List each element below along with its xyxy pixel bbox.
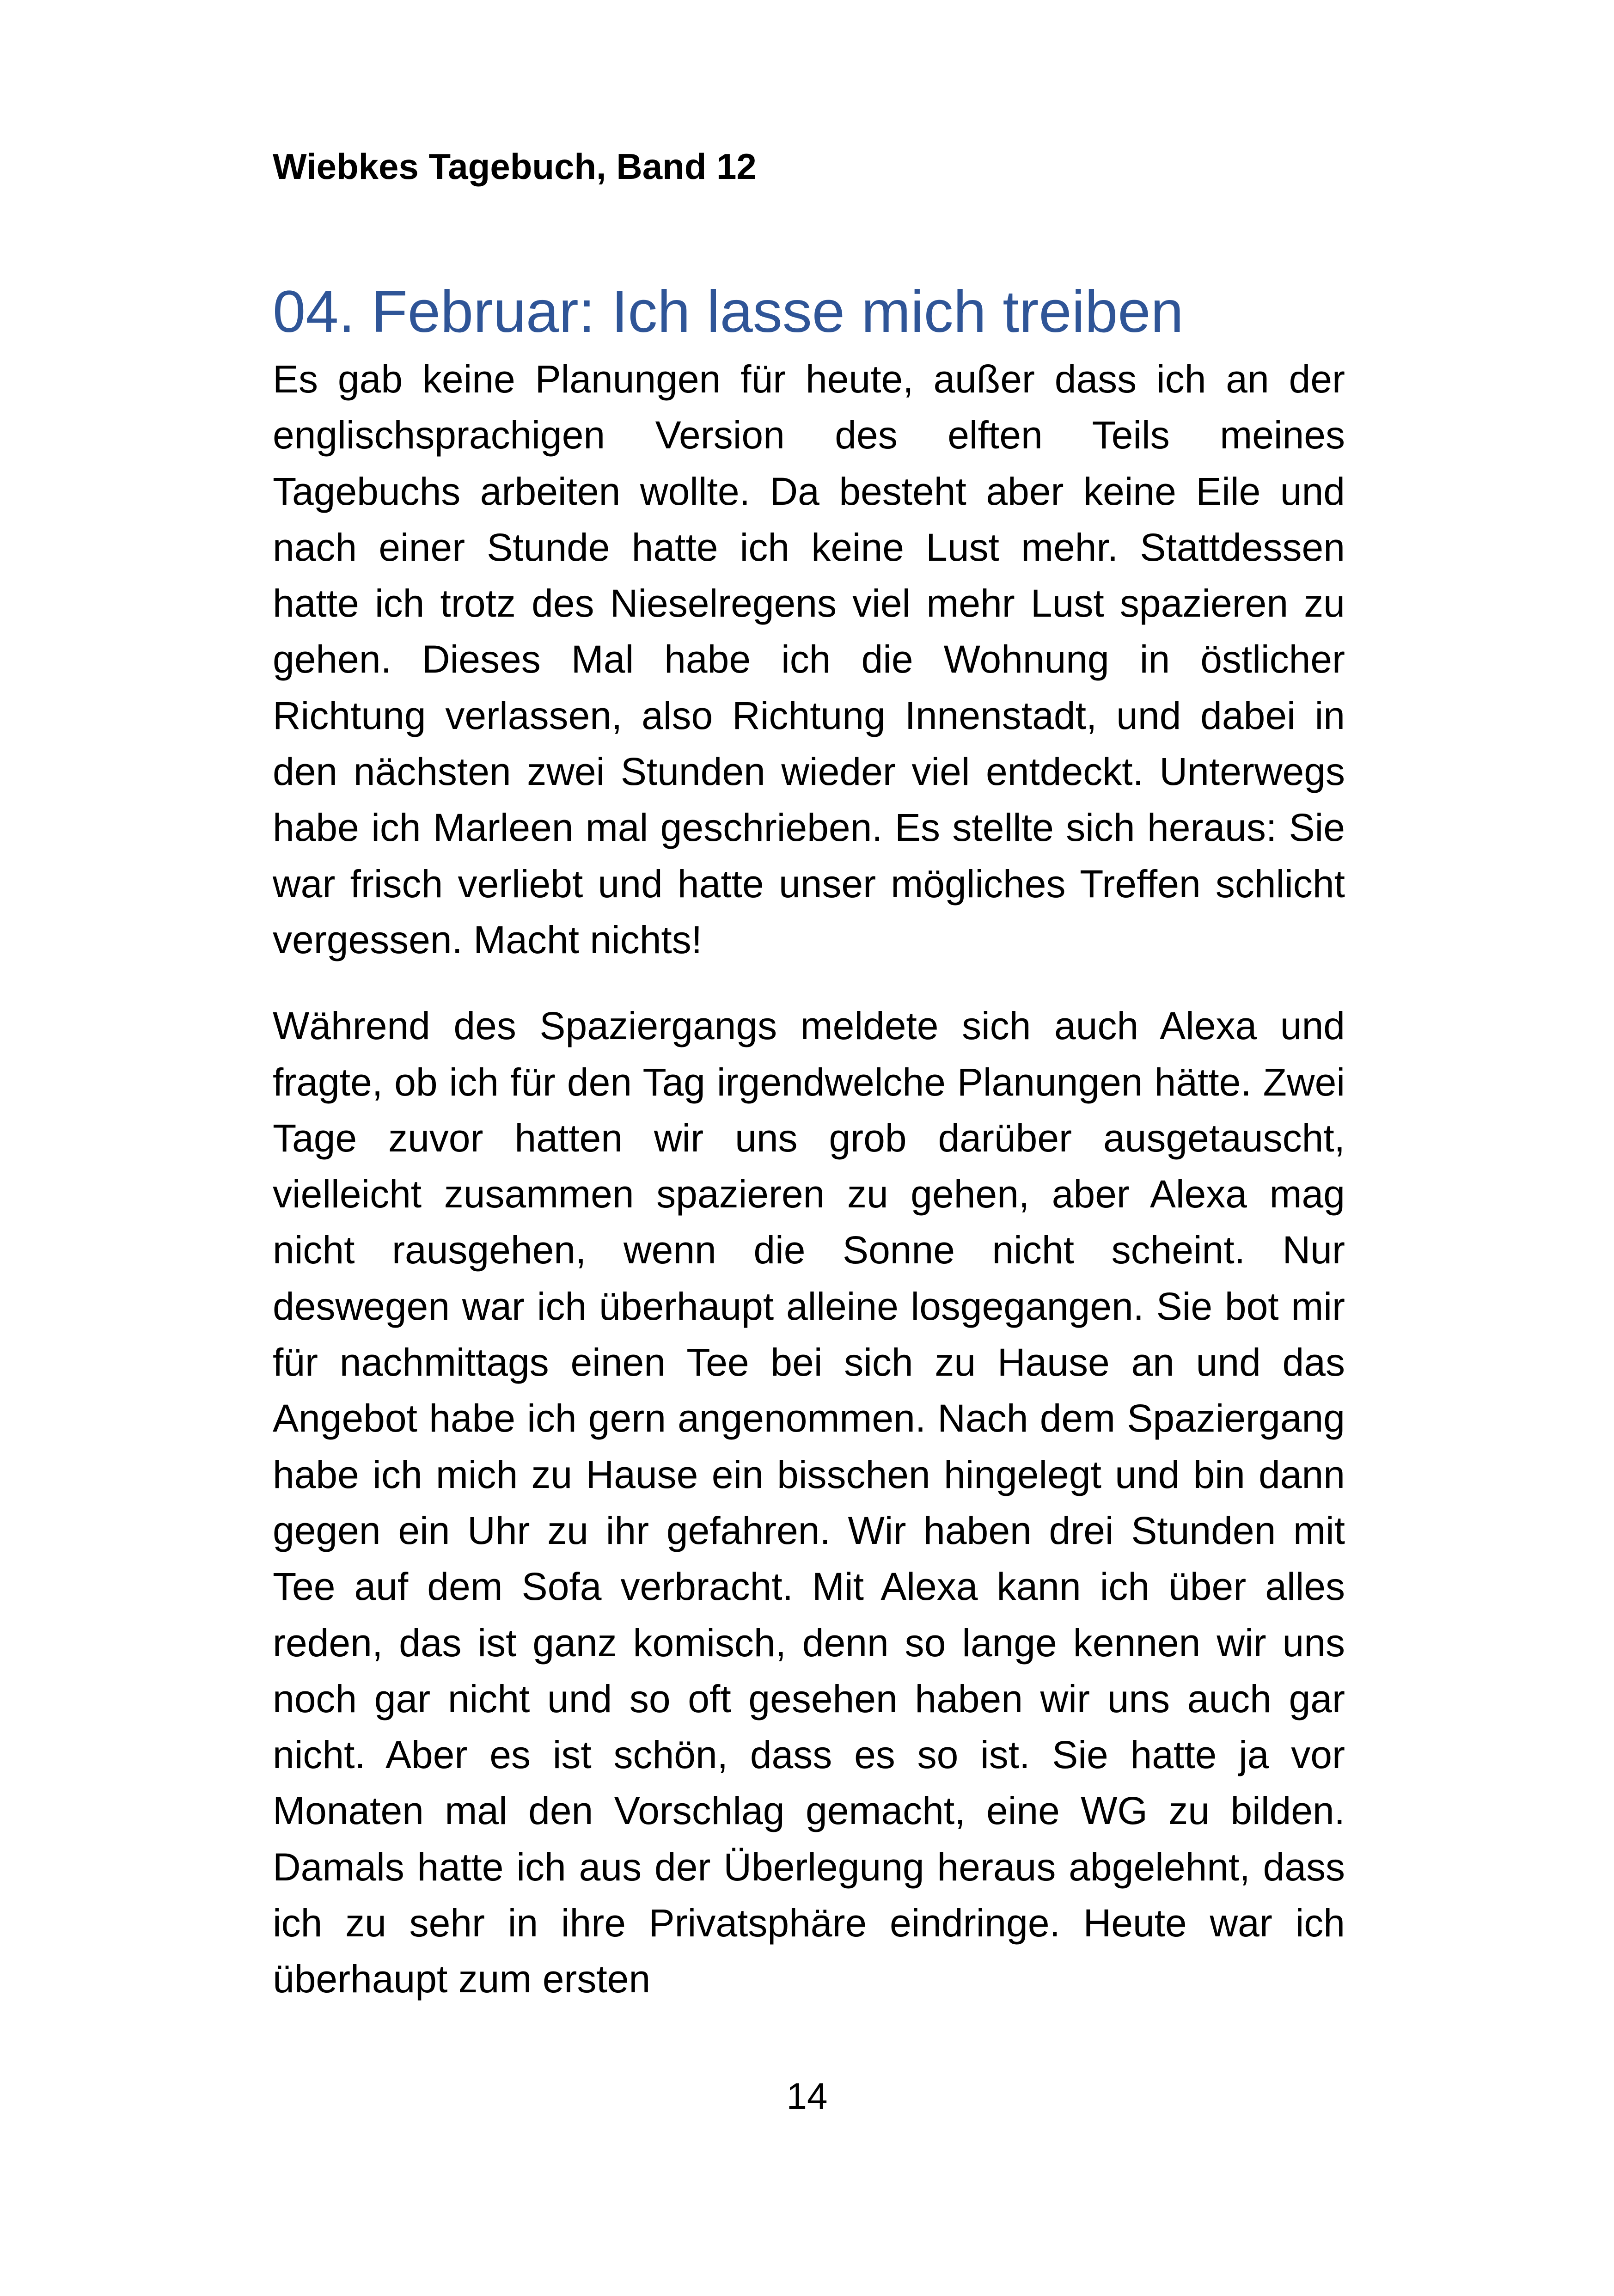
chapter-title: 04. Februar: Ich lasse mich treiben bbox=[273, 279, 1184, 345]
page-number: 14 bbox=[786, 2076, 828, 2117]
running-header: Wiebkes Tagebuch, Band 12 bbox=[273, 146, 757, 187]
paragraph: Während des Spaziergangs meldete sich auch Alexa und fragte, ob ich für den Tag irgendwelche Planungen hätte. Zwei Tage zuvor hatten wir uns grob darüber ausgetauscht, vielleicht zusammen spazieren zu gehen, aber Alexa mag nicht rausgehen, wenn die Sonne nicht scheint. Nur deswegen war ich überhaupt alleine losgegangen. Sie bot mir für nachmittags einen Tee bei sich zu Hause an und das Angebot habe ich gern angenommen. Nach dem Spaziergang habe ich mich zu Hause ein bisschen hingelegt und bin dann gegen ein Uhr zu ihr gefahren. Wir haben drei Stunden mit Tee auf dem Sofa verbracht. Mit Alexa kann ich über alles reden, das ist ganz komisch, denn so lange kennen wir uns noch gar nicht und so oft gesehen haben wir uns auch gar nicht. Aber es ist schön, dass es so ist. Sie hatte ja vor Monaten mal den Vorschlag gemacht, eine WG zu bilden. Damals hatte ich aus der Überlegung heraus abgelehnt, dass ich zu sehr in ihre Privatsphäre eindringe. Heute war ich überhaupt zum ersten bbox=[273, 1004, 1345, 2001]
body-text bbox=[273, 351, 1345, 2008]
paragraph: Es gab keine Planungen für heute, außer dass ich an der englischsprachigen Version des elften Teils meines Tagebuchs arbeiten wollte. Da besteht aber keine Eile und nach einer Stunde hatte ich keine Lust mehr. Stattdessen hatte ich trotz des Nieselregens viel mehr Lust spazieren zu gehen. Dieses Mal habe ich die Wohnung in östlicher Richtung verlassen, also Richtung Innenstadt, und dabei in den nächsten zwei Stunden wieder viel entdeckt. Unterwegs habe ich Marleen mal geschrieben. Es stellte sich heraus: Sie war frisch verliebt und hatte unser mögliches Treffen schlicht vergessen. Macht nichts! bbox=[273, 357, 1345, 961]
